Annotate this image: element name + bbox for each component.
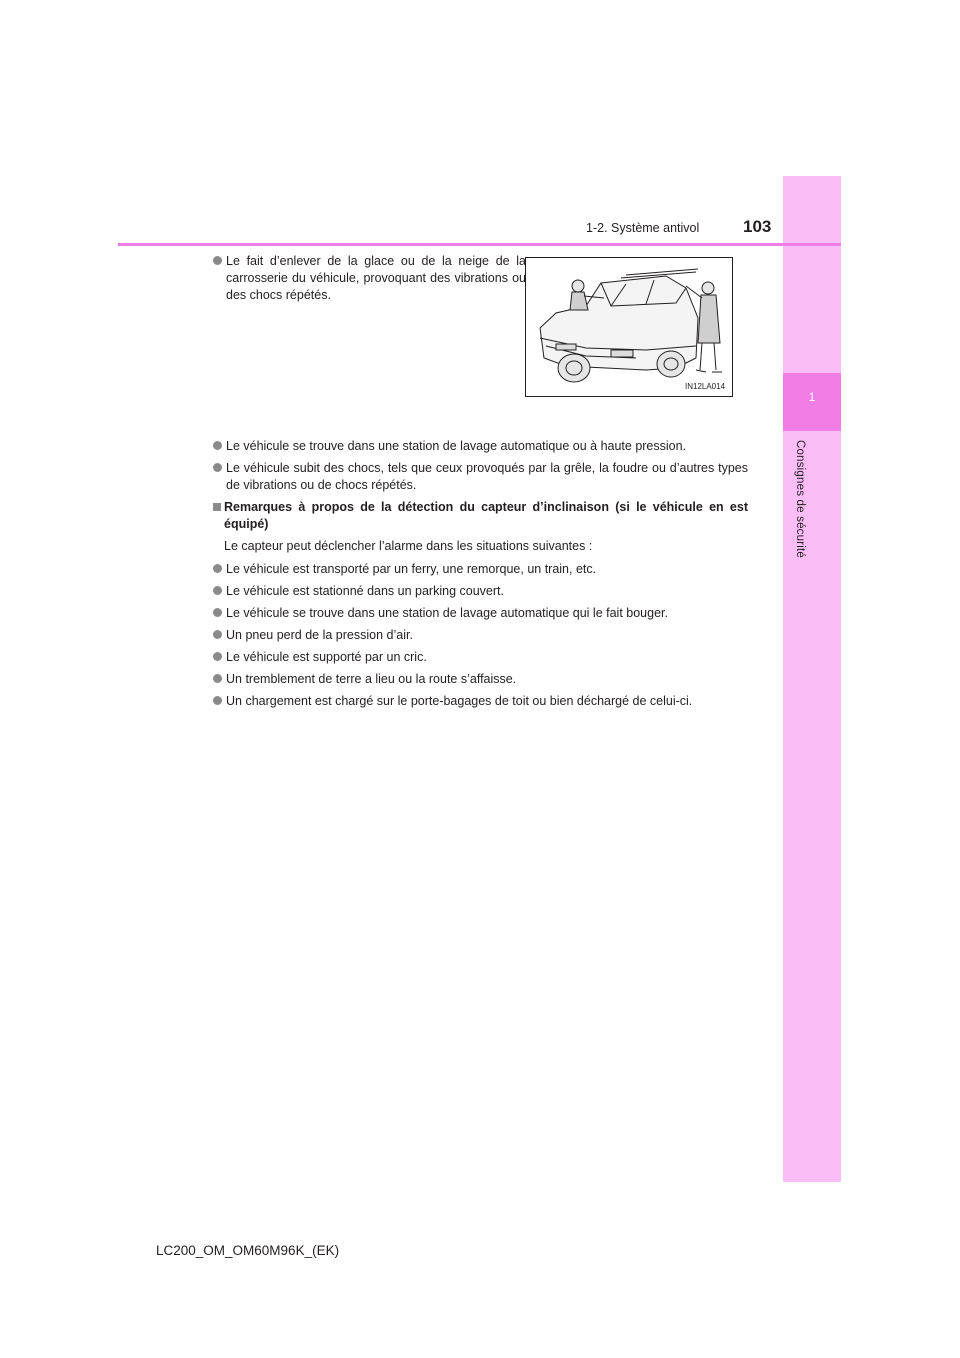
bullet-dot-icon	[213, 463, 222, 472]
bullet-item	[213, 460, 748, 494]
bullet-text: Le véhicule se trouve dans une station de lavage automatique ou à haute pression.	[226, 439, 687, 453]
page-number: 103	[743, 217, 772, 236]
bullet-dot-icon	[213, 441, 222, 450]
bullet-text: Le véhicule se trouve dans une station de lavage automatique qui le fait bouger.	[226, 606, 668, 620]
bullet-item	[213, 605, 748, 622]
chapter-number: 1	[808, 390, 816, 404]
side-tab	[783, 176, 841, 1182]
section-intro: Le capteur peut déclencher l’alarme dans les situations suivantes :	[224, 539, 593, 553]
figure-code: IN12LA014	[685, 382, 726, 391]
bullet-dot-icon	[213, 586, 222, 595]
section-heading	[213, 499, 748, 533]
bullet-text: Un pneu perd de la pression d’air.	[226, 628, 413, 642]
bullet-text: Un tremblement de terre a lieu ou la route s’affaisse.	[226, 672, 517, 686]
section-square-icon	[213, 503, 221, 511]
bullet-item	[213, 693, 748, 710]
bullet-item	[213, 671, 748, 688]
bullet-item	[213, 583, 748, 600]
bullet-dot-icon	[213, 256, 222, 265]
bullet-text: Un chargement est chargé sur le porte-bagages de toit ou bien déchargé de celui-ci.	[226, 694, 693, 708]
main-content	[213, 253, 748, 715]
bullet-text: Le fait d’enlever de la glace ou de la neige de la carrosserie du véhicule, provoquant des vibrations ou des chocs répétés.	[226, 254, 526, 302]
bullet-dot-icon	[213, 564, 222, 573]
bullet-text: Le véhicule est transporté par un ferry, une remorque, un train, etc.	[226, 562, 597, 576]
bullet-text: Le véhicule est supporté par un cric.	[226, 650, 427, 664]
bullet-dot-icon	[213, 608, 222, 617]
bullet-text: Le véhicule est stationné dans un parking couvert.	[226, 584, 504, 598]
bullet-dot-icon	[213, 674, 222, 683]
bullet-dot-icon	[213, 652, 222, 661]
section-title: 1-2. Système antivol	[586, 221, 700, 235]
bullet-item	[213, 561, 748, 578]
document-code: LC200_OM_OM60M96K_(EK)	[156, 1243, 340, 1258]
bullet-item	[213, 627, 748, 644]
header-rule	[118, 243, 841, 246]
bullet-dot-icon	[213, 630, 222, 639]
bullet-item	[213, 253, 526, 304]
bullet-text: Le véhicule subit des chocs, tels que ceux provoqués par la grêle, la foudre ou d’autres types de vibrations ou de chocs répétés.	[226, 461, 748, 492]
bullet-item	[213, 438, 748, 455]
bullet-dot-icon	[213, 696, 222, 705]
section-heading-text: Remarques à propos de la détection du capteur d’inclinaison (si le véhicule en est équipé)	[224, 500, 748, 531]
bullet-item	[213, 649, 748, 666]
chapter-title: Consignes de sécurité	[794, 440, 806, 558]
